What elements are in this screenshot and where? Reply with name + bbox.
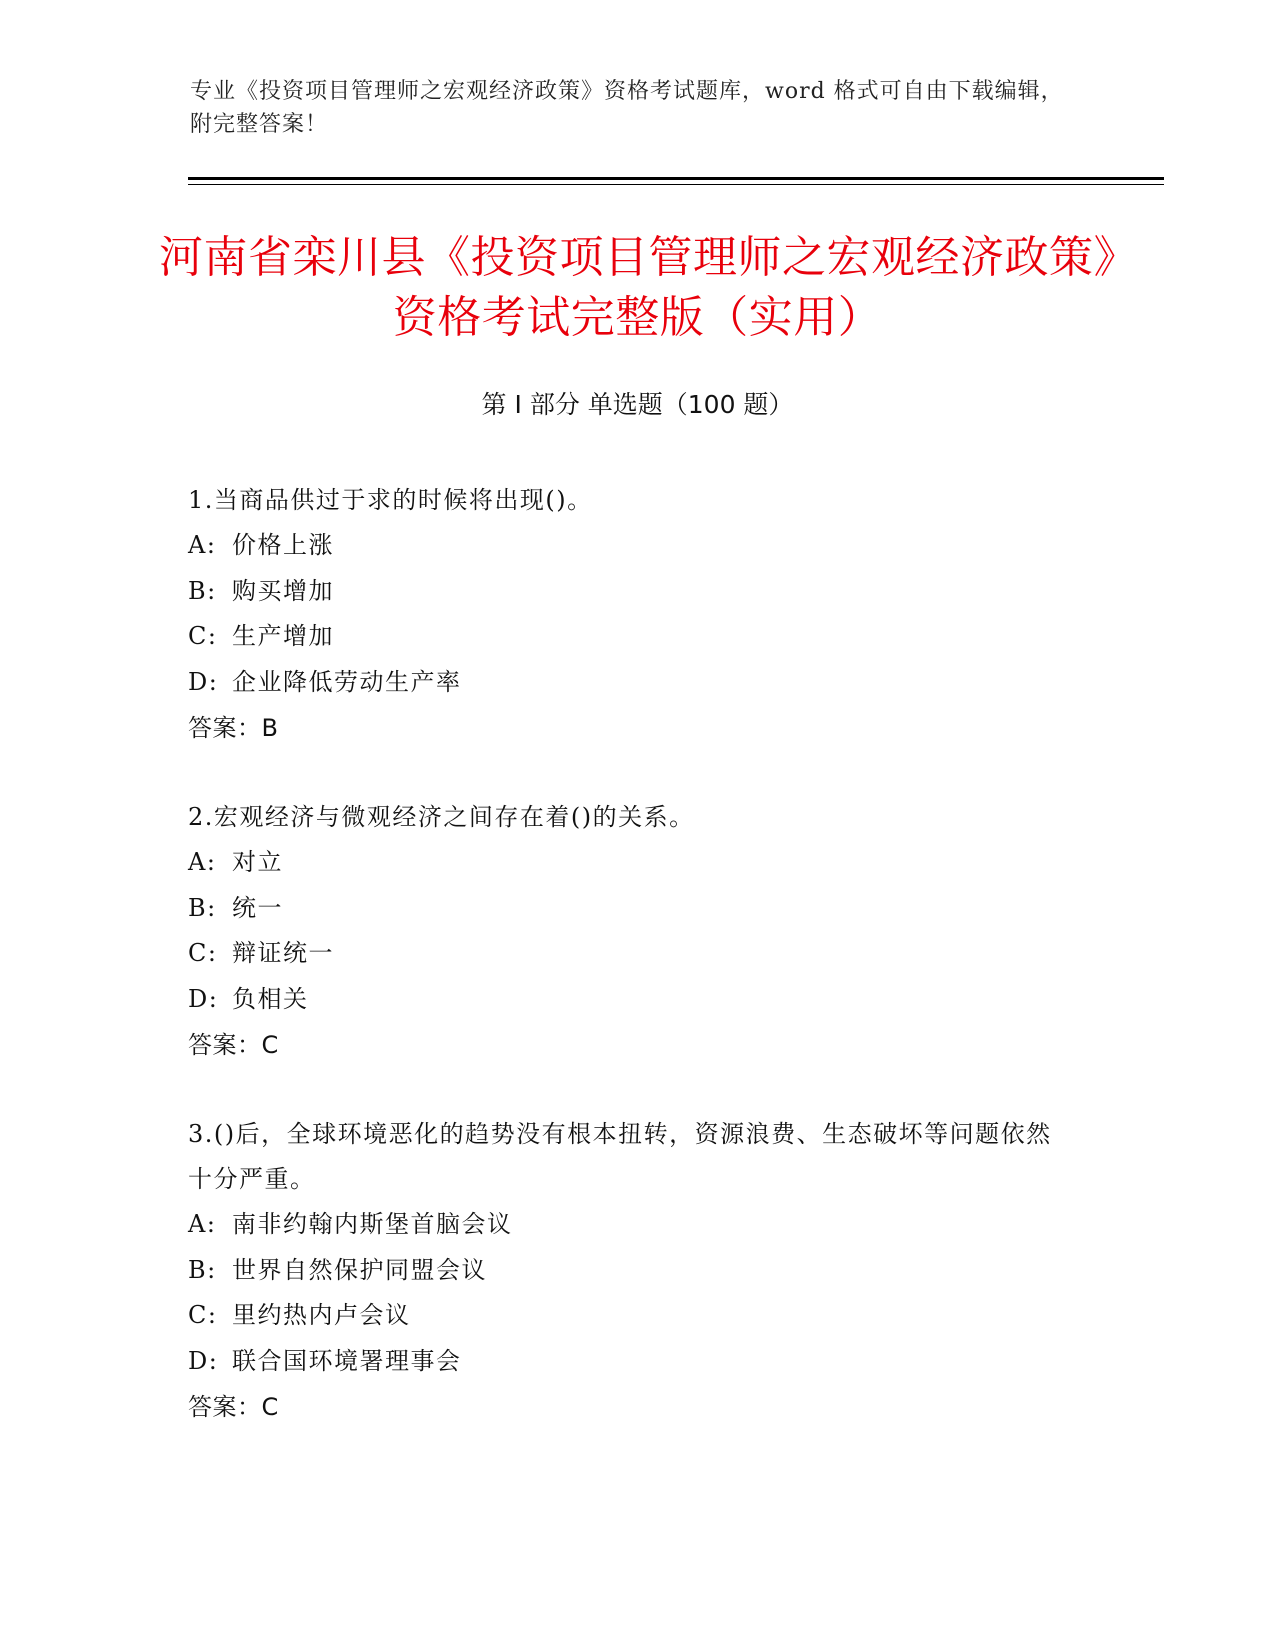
option-text: 统一	[232, 893, 283, 922]
option-letter: B:	[188, 576, 217, 605]
option-text: 生产增加	[232, 622, 334, 650]
question-stem: 1.当商品供过于求的时候将出现()。	[188, 486, 593, 514]
option-b	[188, 1248, 1068, 1294]
option-d	[188, 1339, 1068, 1385]
option-a	[188, 840, 1068, 886]
option-text: 南非约翰内斯堡首脑会议	[232, 1210, 513, 1238]
option-a	[188, 523, 1068, 569]
question-stem: 3.()后，全球环境恶化的趋势没有根本扭转，资源浪费、生态破坏等问题依然十分严重。	[188, 1120, 1052, 1193]
option-a	[188, 1202, 1068, 1248]
option-text: 负相关	[232, 984, 309, 1013]
option-letter: D:	[188, 667, 219, 696]
question-list	[188, 478, 1068, 1474]
header-note: 专业《投资项目管理师之宏观经济政策》资格考试题库，word 格式可自由下载编辑，附完整答案！	[190, 79, 1064, 137]
section-title: 第 I 部分 单选题（100 题）	[481, 390, 794, 419]
option-text: 购买增加	[232, 576, 334, 605]
document-title: 河南省栾川县《投资项目管理师之宏观经济政策》资格考试完整版（实用）	[159, 232, 1116, 343]
question-stem: 2.宏观经济与微观经济之间存在着()的关系。	[188, 803, 695, 831]
answer-line: 答案：C	[188, 1031, 279, 1059]
option-letter: A:	[188, 1210, 217, 1238]
option-text: 世界自然保护同盟会议	[232, 1255, 487, 1284]
option-c	[188, 931, 1068, 977]
question-2	[188, 795, 1068, 1068]
option-text: 对立	[232, 848, 283, 876]
option-b	[188, 886, 1068, 932]
option-b	[188, 569, 1068, 615]
option-d	[188, 660, 1068, 706]
option-text: 辩证统一	[232, 939, 334, 967]
option-d	[188, 977, 1068, 1023]
answer-line: 答案：C	[188, 1393, 279, 1421]
option-letter: C:	[188, 939, 218, 967]
option-text: 联合国环境署理事会	[232, 1346, 462, 1375]
option-letter: A:	[188, 848, 217, 876]
question-3	[188, 1112, 1068, 1430]
option-letter: B:	[188, 893, 217, 922]
option-text: 里约热内卢会议	[232, 1301, 411, 1329]
option-text: 企业降低劳动生产率	[232, 667, 462, 696]
option-letter: D:	[188, 1346, 219, 1375]
option-letter: B:	[188, 1255, 217, 1284]
answer-line: 答案：B	[188, 714, 279, 742]
header-rule-thin	[188, 184, 1164, 185]
option-text: 价格上涨	[232, 531, 334, 559]
option-letter: A:	[188, 531, 217, 559]
option-letter: C:	[188, 1301, 218, 1329]
question-1	[188, 478, 1068, 751]
header-rule-thick	[188, 177, 1164, 180]
option-c	[188, 1293, 1068, 1339]
option-letter: D:	[188, 984, 219, 1013]
option-c	[188, 614, 1068, 660]
option-letter: C:	[188, 622, 218, 650]
